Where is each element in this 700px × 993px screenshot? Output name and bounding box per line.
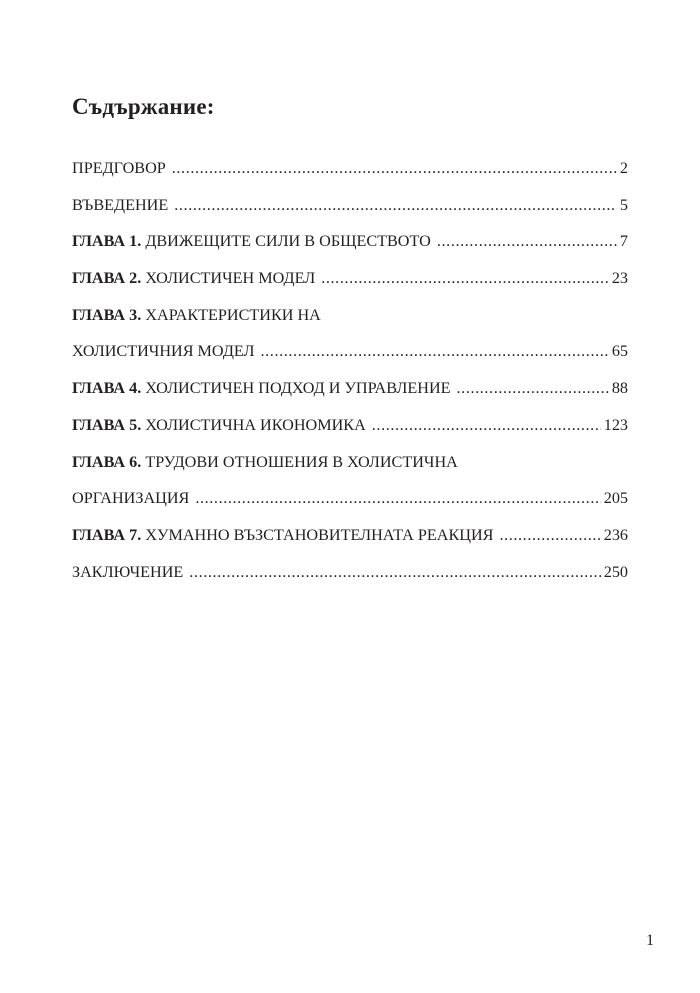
toc-entry-page: 250 <box>603 562 628 581</box>
dot-leader <box>457 378 609 398</box>
toc-entry-title: ГЛАВА 2. ХОЛИСТИЧЕН МОДЕЛ <box>72 269 316 288</box>
chapter-prefix: ГЛАВА 4. <box>72 379 142 398</box>
toc-entry-title: ГЛАВА 3. ХАРАКТЕРИСТИКИ НА <box>72 305 321 324</box>
toc-entry-page: 123 <box>603 415 628 434</box>
toc-entry-page: 236 <box>603 525 628 544</box>
toc-entry-introduction[interactable] <box>72 195 628 232</box>
dot-leader <box>174 195 617 215</box>
toc-entry-page: 7 <box>619 232 628 251</box>
table-of-contents <box>72 158 628 598</box>
toc-entry-title: ГЛАВА 4. ХОЛИСТИЧЕН ПОДХОД И УПРАВЛЕНИЕ <box>72 379 451 398</box>
toc-entry-chapter-7[interactable] <box>72 525 628 562</box>
chapter-prefix: ГЛАВА 6. <box>72 452 142 471</box>
toc-entry-page: 88 <box>611 379 628 398</box>
toc-entry-title: ОРГАНИЗАЦИЯ <box>72 489 190 508</box>
toc-entry-conclusion[interactable] <box>72 562 628 599</box>
toc-entry-title: ГЛАВА 7. ХУМАННО ВЪЗСТАНОВИТЕЛНАТА РЕАКЦИЯ <box>72 525 494 544</box>
toc-entry-title: ХОЛИСТИЧНИЯ МОДЕЛ <box>72 342 255 361</box>
toc-entry-page: 2 <box>619 159 628 177</box>
dot-leader <box>172 158 617 178</box>
dot-leader <box>321 268 609 288</box>
dot-leader <box>499 525 600 545</box>
page-number: 1 <box>646 932 654 949</box>
toc-entry-page: 205 <box>603 489 628 508</box>
chapter-prefix: ГЛАВА 2. <box>72 269 142 288</box>
dot-leader <box>261 341 609 361</box>
toc-entry-title: ЗАКЛЮЧЕНИЕ <box>72 562 184 581</box>
toc-entry-preface[interactable] <box>72 158 628 195</box>
toc-entry-chapter-5[interactable] <box>72 415 628 452</box>
toc-entry-chapter-1[interactable] <box>72 231 628 268</box>
toc-entry-chapter-3-continued[interactable] <box>72 341 628 378</box>
toc-entry-title: ГЛАВА 1. ДВИЖЕЩИТЕ СИЛИ В ОБЩЕСТВОТО <box>72 232 431 251</box>
toc-entry-chapter-6-continued[interactable] <box>72 488 628 525</box>
page-title: Съдържание: <box>72 94 215 119</box>
toc-entry-title: ВЪВЕДЕНИЕ <box>72 195 169 214</box>
toc-entry-page: 65 <box>611 342 628 361</box>
dot-leader <box>372 415 601 435</box>
dot-leader <box>195 488 600 508</box>
toc-entry-chapter-6[interactable] <box>72 452 628 489</box>
chapter-prefix: ГЛАВА 3. <box>72 305 142 324</box>
chapter-prefix: ГЛАВА 1. <box>72 232 142 251</box>
toc-entry-title: ПРЕДГОВОР <box>72 159 166 177</box>
toc-entry-chapter-4[interactable] <box>72 378 628 415</box>
toc-entry-page: 23 <box>611 269 628 288</box>
toc-entry-chapter-2[interactable] <box>72 268 628 305</box>
toc-entry-title: ГЛАВА 6. ТРУДОВИ ОТНОШЕНИЯ В ХОЛИСТИЧНА <box>72 452 458 471</box>
toc-entry-title: ГЛАВА 5. ХОЛИСТИЧНА ИКОНОМИКА <box>72 415 366 434</box>
chapter-prefix: ГЛАВА 7. <box>72 525 142 544</box>
toc-entry-page: 5 <box>619 195 628 214</box>
chapter-prefix: ГЛАВА 5. <box>72 415 142 434</box>
dot-leader <box>437 231 617 251</box>
toc-entry-chapter-3[interactable] <box>72 305 628 342</box>
dot-leader <box>189 562 600 582</box>
